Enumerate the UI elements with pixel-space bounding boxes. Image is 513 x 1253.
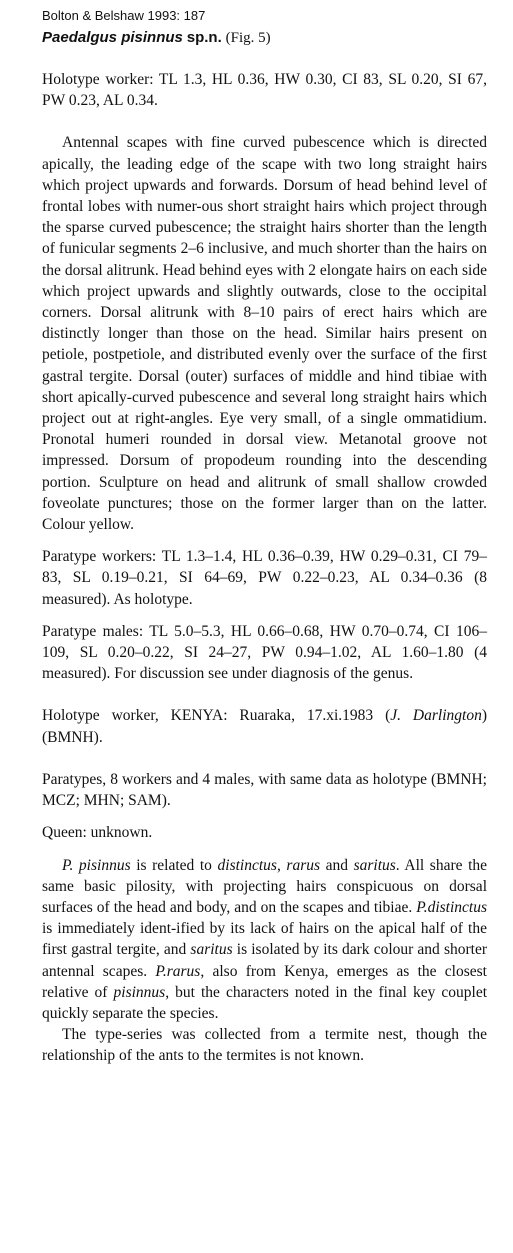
paratype-males-measurements: Paratype males: TL 5.0–5.3, HL 0.66–0.68, HW 0.70–0.74, CI 106–109, SL 0.20–0.22, SI 24–27, PW 0.94–1.02, AL 1.60–1.80 (4 measured). For discussion see under diagnosis of the genus. (42, 622, 487, 683)
figure-reference: (Fig. 5) (225, 30, 271, 46)
new-species-marker: sp.n. (186, 29, 222, 46)
discussion-text: , also from Kenya, emerges as the closest relative of (42, 962, 487, 1001)
discussion-paragraph (42, 855, 487, 1025)
taxon-name: saritus (190, 941, 233, 959)
paratypes-record: Paratypes, 8 workers and 4 males, with same data as holotype (BMNH; MCZ; MHN; SAM). (42, 770, 487, 810)
species-description: Antennal scapes with fine curved pubescence which is directed apically, the leading edge of the scape with two long straight hairs which project upwards and forwards. Dorsum of head behind level of frontal lobes with numer-ous short straight hairs which project through the sparse curved pubescence; the straight hairs shorter than the length of funicular segments 2–6 inclusive, and much shorter than the hairs on the dorsal alitrunk. Head behind eyes with 2 elongate hairs on each side which project upwards and slightly outwards, close to the occipital corners. Dorsal alitrunk with 8–10 pairs of erect hairs which are distinctly longer than those on the head. Similar hairs present on petiole, postpetiole, and distributed evenly over the surface of the first gastral tergite. Dorsal (outer) surfaces of middle and hind tibiae with short apically-curved pubescence and several long straight hairs which project out at right-angles. Eye very small, of a single ommatidium. Pronotal humeri rounded in dorsal view. Metanotal groove not impressed. Dorsum of propodeum rounding into the descending portion. Sculpture on head and alitrunk of small shallow crowded foveolate punctures; those on the former larger than on the latter. Colour yellow. (42, 134, 487, 534)
holotype-measurements: Holotype worker: TL 1.3, HL 0.36, HW 0.30, CI 83, SL 0.20, SI 67, PW 0.23, AL 0.34. (42, 71, 487, 110)
species-name: Paedalgus pisinnus (42, 29, 183, 46)
queen-note: Queen: unknown. (42, 824, 153, 842)
holotype-record-prefix: Holotype worker, KENYA: Ruaraka, 17.xi.1983 ( (42, 707, 391, 725)
discussion-text: is immediately ident-ified by its lack of hairs on the apical half of the first gastral tergite, and (42, 920, 487, 959)
taxon-name: distinctus (217, 856, 277, 874)
discussion-text: is isolated by its dark colour and shorter antennal scapes. (42, 941, 487, 980)
taxon-name: rarus (286, 856, 321, 874)
holotype-record-suffix: ) (BMNH). (42, 707, 487, 746)
taxon-name: P.distinctus (416, 898, 487, 916)
taxon-name: P.rarus (155, 962, 201, 980)
discussion-text: and (320, 856, 354, 874)
species-title (42, 28, 487, 48)
citation-header: Bolton & Belshaw 1993: 187 (42, 8, 206, 23)
discussion-text: , (276, 856, 287, 874)
holotype-record (42, 705, 487, 747)
type-series-note: The type-series was collected from a termite nest, though the relationship of the ants to the termites is not known. (42, 1026, 487, 1065)
discussion-text: is related to (130, 856, 218, 874)
taxon-name: saritus (353, 856, 396, 874)
paratype-workers-measurements: Paratype workers: TL 1.3–1.4, HL 0.36–0.39, HW 0.29–0.31, CI 79–83, SL 0.19–0.21, SI 64–69, PW 0.22–0.23, AL 0.34–0.36 (8 measured). As holotype. (42, 548, 487, 608)
holotype-collector: J. Darlington (390, 707, 482, 725)
taxon-name: pisinnus (113, 983, 166, 1001)
discussion-text: , but the characters noted in the final key couplet quickly separate the species. (42, 983, 488, 1022)
taxon-name: P. pisinnus (62, 856, 131, 874)
discussion-text: . All share the same basic pilosity, with projecting hairs conspicuous on dorsal surfaces of the head and body, and on the scapes and tibiae. (42, 856, 488, 916)
